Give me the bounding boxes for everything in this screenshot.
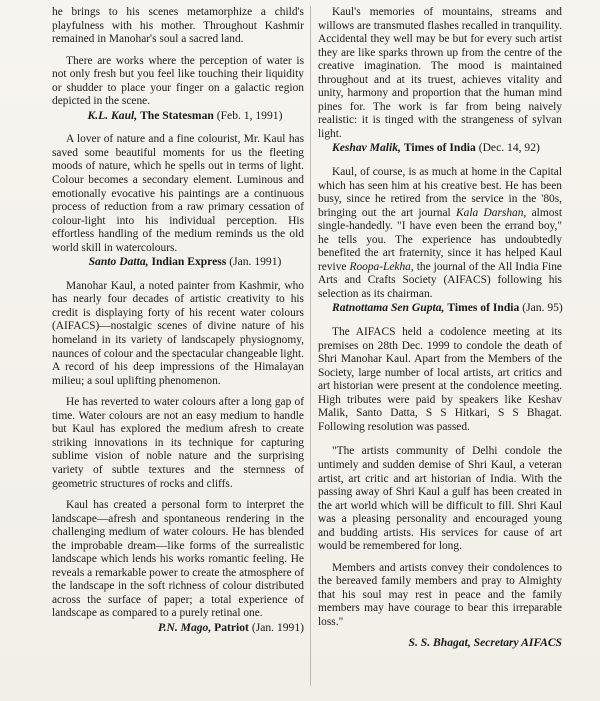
review-date: (Jan. 1991) [229,255,282,269]
review-paragraph: He has reverted to water colours after a long gap of time. Water colours are not an easy medium to handle but Kaul has explored the medium afresh to create striking innovations in its technique for capturing sublime vision of noble nature and the surprising variety of subtle textures and the sternness of geometric structures of rocks and cliffs. [52,396,304,490]
review-paragraph: Kaul's memories of mountains, streams and willows are transmuted flashes recalled in tranquility. Accidental they well may be but for every such artist they are like sparks thrown up from the centre of the creative imagination. The mood is maintained throughout and at its truest, achieves vitality and unity, harmony and proportion that the human mind pines for. The work is far from being naively realistic: it is tinged with the strangeness of sylvan light. [318,6,562,140]
review-attribution [52,621,304,635]
review-text: Kaul, of course, is as much at home in the Capital which has seen him at his creative best. He has been busy, since he retired from the service in the '80s, bringing out the art journal [318,166,562,219]
publication-name: Times of India [403,141,476,155]
review-attribution [52,109,304,123]
resolution-paragraph: Members and artists convey their condolences to the bereaved family members and pray to Almighty that his soul may rest in peace and the family members may have courage to bear this irreparable loss." [318,561,562,628]
publication-name: Patriot [214,620,249,634]
condolence-paragraph: The AIFACS held a codolence meeting at its premises on 28th Dec. 1999 to condole the death of Shri Manohar Kaul. Apart from the Members of the Society, large number of local artists, art critics and art historian were present at the condolence meeting. High tributes were paid by speakers like Keshav Malik, Santo Datta, S S Hitkari, S S Bhagat. Following resolution was passed. [318,326,562,433]
review-paragraph: There are works where the perception of water is not only fresh but you feel like touching their liquidity or shudder to place your finger on a galactic region depicted in the scene. [52,54,304,108]
critic-name: K.L. Kaul, [87,108,138,122]
left-column [52,6,304,635]
journal-title: Kala Darshan, [456,206,527,219]
review-paragraph: he brings to his scenes metamorphize a child's playfulness with his mother. Throughout Kashmir remained in Manohar's soul a sacred land. [52,6,304,46]
review-date: (Feb. 1, 1991) [216,108,283,122]
column-divider [310,6,311,686]
resolution-paragraph: "The artists community of Delhi condole the untimely and sudden demise of Shri Kaul, a veteran artist, art critic and art historian of India. With the passing away of Shri Kaul a gulf has been created in the art world which will be difficult to fill. Shri Kaul was a pleasing personality and encouraged young and budding artists. His services for cause of art would be remembered for long. [318,445,562,553]
review-paragraph: Manohar Kaul, a noted painter from Kashmir, who has nearly four decades of artistic creativity to his credit is displaying forty of his recent water colours (AIFACS)—nostalgic scenes of divine nature of his homeland in its variety of landscapely physiognomy, naunces of colour and the spectacular changeable light. A record of his deep impressions of the Himalayan milieu; a soul uplifting phenomenon. [52,279,304,387]
review-paragraph [318,166,562,301]
critic-name: P.N. Mago, [157,620,212,634]
journal-title: Roopa-Lekha, [349,260,414,273]
publication-name: The Statesman [140,108,214,122]
critic-name: Keshav Malik, [332,141,401,155]
review-text: almost single-handedly. "I have even been the errand boy," he tells you. The experience has undoubtedly benefited the art fraternity, since it has helped Kaul revive [318,206,562,273]
review-attribution [318,301,562,315]
right-column [318,6,562,649]
critic-name: Santo Datta, [88,255,149,269]
signature-line: S. S. Bhagat, Secretary AIFACS [408,635,562,649]
critic-name: Ratnottama Sen Gupta, [332,301,445,315]
review-attribution [318,141,562,155]
review-text: the journal of the All India Fine Arts and Crafts Society (AIFACS) following his selection as its chairman. [318,260,562,300]
publication-name: Indian Express [151,255,227,269]
review-date: (Dec. 14, 92) [478,141,540,155]
publication-name: Times of India [447,301,520,315]
review-paragraph: Kaul has created a personal form to interpret the landscape—afresh and spontaneous rendering in the challenging medium of water colours. He has blended the improbable dream—like forms of the surrealistic landscape which lends his works romantic feeling. He reveals a remarkable power to create the atmosphere of the landscape in the soft richness of colour distributed across the surface of paper; a total experience of landscape as compared to a purely retinal one. [52,499,304,620]
review-attribution [52,255,304,269]
review-date: (Jan. 1991) [251,620,304,634]
review-paragraph: A lover of nature and a fine colourist, Mr. Kaul has saved some beautiful moments for us the fleeting moods of nature, which he spells out in terms of light. Colour becomes a secondary element. Luminous and emotionally evocative his paintings are a continuous process of reduction from a raw primary cessation of colour-light into his individual perception. His effortless handling of the medium reminds us the old world skill in watercolours. [52,133,304,254]
review-date: (Jan. 95) [522,301,563,315]
